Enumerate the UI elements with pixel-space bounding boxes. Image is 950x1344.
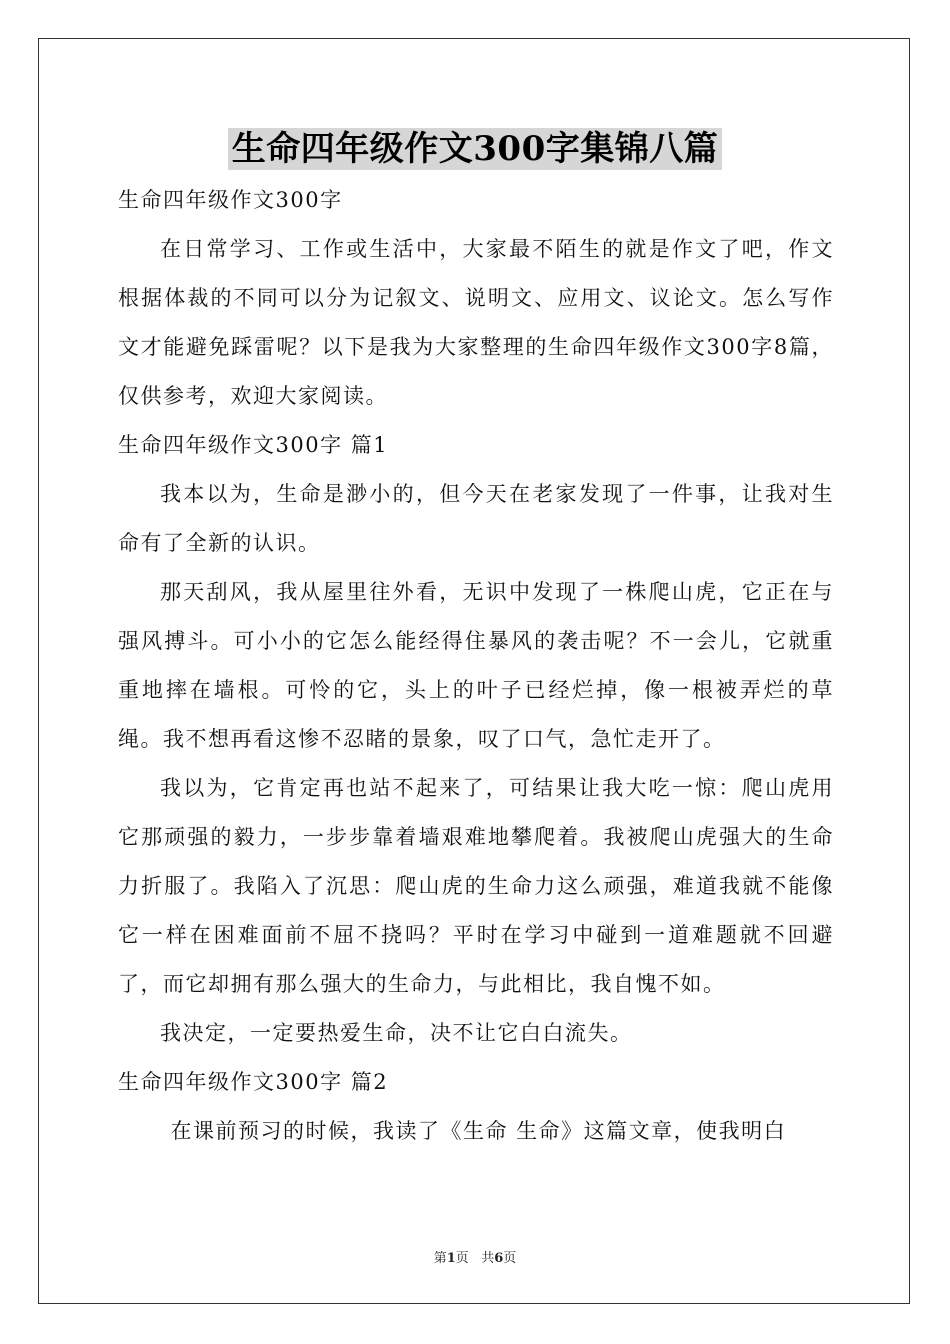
total-prefix: 共 <box>481 1251 495 1266</box>
page-footer <box>0 1247 950 1266</box>
document-title: 生命四年级作文300字集锦八篇 <box>228 128 722 170</box>
title-container <box>0 128 950 170</box>
paragraph: 在课前预习的时候，我读了《生命 生命》这篇文章，使我明白 <box>170 1119 787 1143</box>
page-suffix: 页 <box>455 1251 469 1266</box>
paragraph: 我决定，一定要热爱生命，决不让它白白流失。 <box>160 1021 633 1045</box>
document-body <box>118 176 834 1156</box>
intro-paragraph: 在日常学习、工作或生活中，大家最不陌生的就是作文了吧，作文根据体裁的不同可以分为记叙文、说明文、应用文、议论文。怎么写作文才能避免踩雷呢？以下是我为大家整理的生命四年级作文300字8篇，仅供参考，欢迎大家阅读。 <box>118 237 834 408</box>
page-number: 1 <box>446 1251 456 1266</box>
subtitle: 生命四年级作文300字 <box>118 188 343 212</box>
total-pages: 6 <box>494 1251 504 1266</box>
paragraph: 我以为，它肯定再也站不起来了，可结果让我大吃一惊：爬山虎用它那顽强的毅力，一步步靠着墙艰难地攀爬着。我被爬山虎强大的生命力折服了。我陷入了沉思：爬山虎的生命力这么顽强，难道我就不能像它一样在困难面前不屈不挠吗？平时在学习中碰到一道难题就不回避了，而它却拥有那么强大的生命力，与此相比，我自愧不如。 <box>118 776 834 996</box>
section-heading-1: 生命四年级作文300字 篇1 <box>118 433 389 457</box>
section-heading-2: 生命四年级作文300字 篇2 <box>118 1070 389 1094</box>
total-suffix: 页 <box>503 1251 517 1266</box>
paragraph: 我本以为，生命是渺小的，但今天在老家发现了一件事，让我对生命有了全新的认识。 <box>118 482 834 555</box>
page-prefix: 第 <box>433 1251 447 1266</box>
paragraph: 那天刮风，我从屋里往外看，无识中发现了一株爬山虎，它正在与强风搏斗。可小小的它怎么能经得住暴风的袭击呢？不一会儿，它就重重地摔在墙根。可怜的它，头上的叶子已经烂掉，像一根被弄烂的草绳。我不想再看这惨不忍睹的景象，叹了口气，急忙走开了。 <box>118 580 834 751</box>
